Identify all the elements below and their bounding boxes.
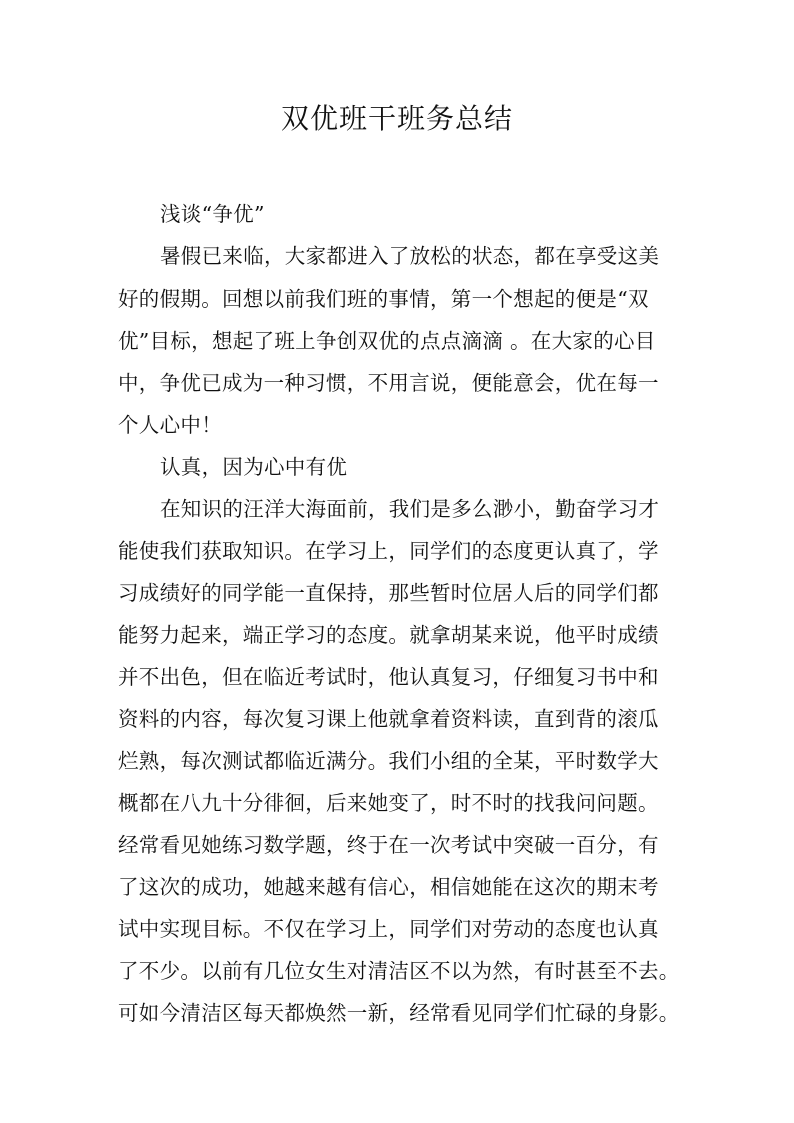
section-heading: 浅谈“争优” xyxy=(160,202,265,226)
paragraph-line: 习成绩好的同学能一直保持，那些暂时位居人后的同学们都 xyxy=(118,581,659,605)
paragraph-line: 可如今清洁区每天都焕然一新，经常看见同学们忙碌的身影。 xyxy=(118,1001,680,1025)
document-title: 双优班干班务总结 xyxy=(280,102,513,135)
paragraph-line: 中，争优已成为一种习惯，不用言说，便能意会，优在每一 xyxy=(118,371,659,395)
paragraph-line: 试中实现目标。不仅在学习上，同学们对劳动的态度也认真 xyxy=(118,917,659,941)
paragraph-line: 并不出色，但在临近考试时，他认真复习，仔细复习书中和 xyxy=(118,665,659,689)
paragraph-line: 能努力起来，端正学习的态度。就拿胡某来说，他平时成绩 xyxy=(118,623,659,647)
paragraph-line: 资料的内容，每次复习课上他就拿着资料读，直到背的滚瓜 xyxy=(118,707,659,731)
paragraph-line: 暑假已来临，大家都进入了放松的状态，都在享受这美 xyxy=(160,244,660,268)
paragraph-line: 在知识的汪洋大海面前，我们是多么渺小，勤奋学习才 xyxy=(160,497,660,521)
paragraph-line: 好的假期。回想以前我们班的事情，第一个想起的便是“双 xyxy=(118,287,649,311)
paragraph-line: 经常看见她练习数学题，终于在一次考试中突破一百分，有 xyxy=(118,833,659,857)
paragraph-line: 烂熟，每次测试都临近满分。我们小组的全某，平时数学大 xyxy=(118,749,659,773)
paragraph-line: 个人心中！ xyxy=(118,413,222,437)
paragraph-line: 了不少。以前有几位女生对清洁区不以为然，有时甚至不去。 xyxy=(118,959,680,983)
paragraph-line: 优”目标，想起了班上争创双优的点点滴滴 。在大家的心目 xyxy=(118,329,656,353)
section-heading: 认真，因为心中有优 xyxy=(160,455,348,479)
paragraph-line: 能使我们获取知识。在学习上，同学们的态度更认真了，学 xyxy=(118,539,659,563)
paragraph-line: 了这次的成功，她越来越有信心，相信她能在这次的期末考 xyxy=(118,875,659,899)
paragraph-line: 概都在八九十分徘徊，后来她变了，时不时的找我问问题。 xyxy=(118,791,659,815)
